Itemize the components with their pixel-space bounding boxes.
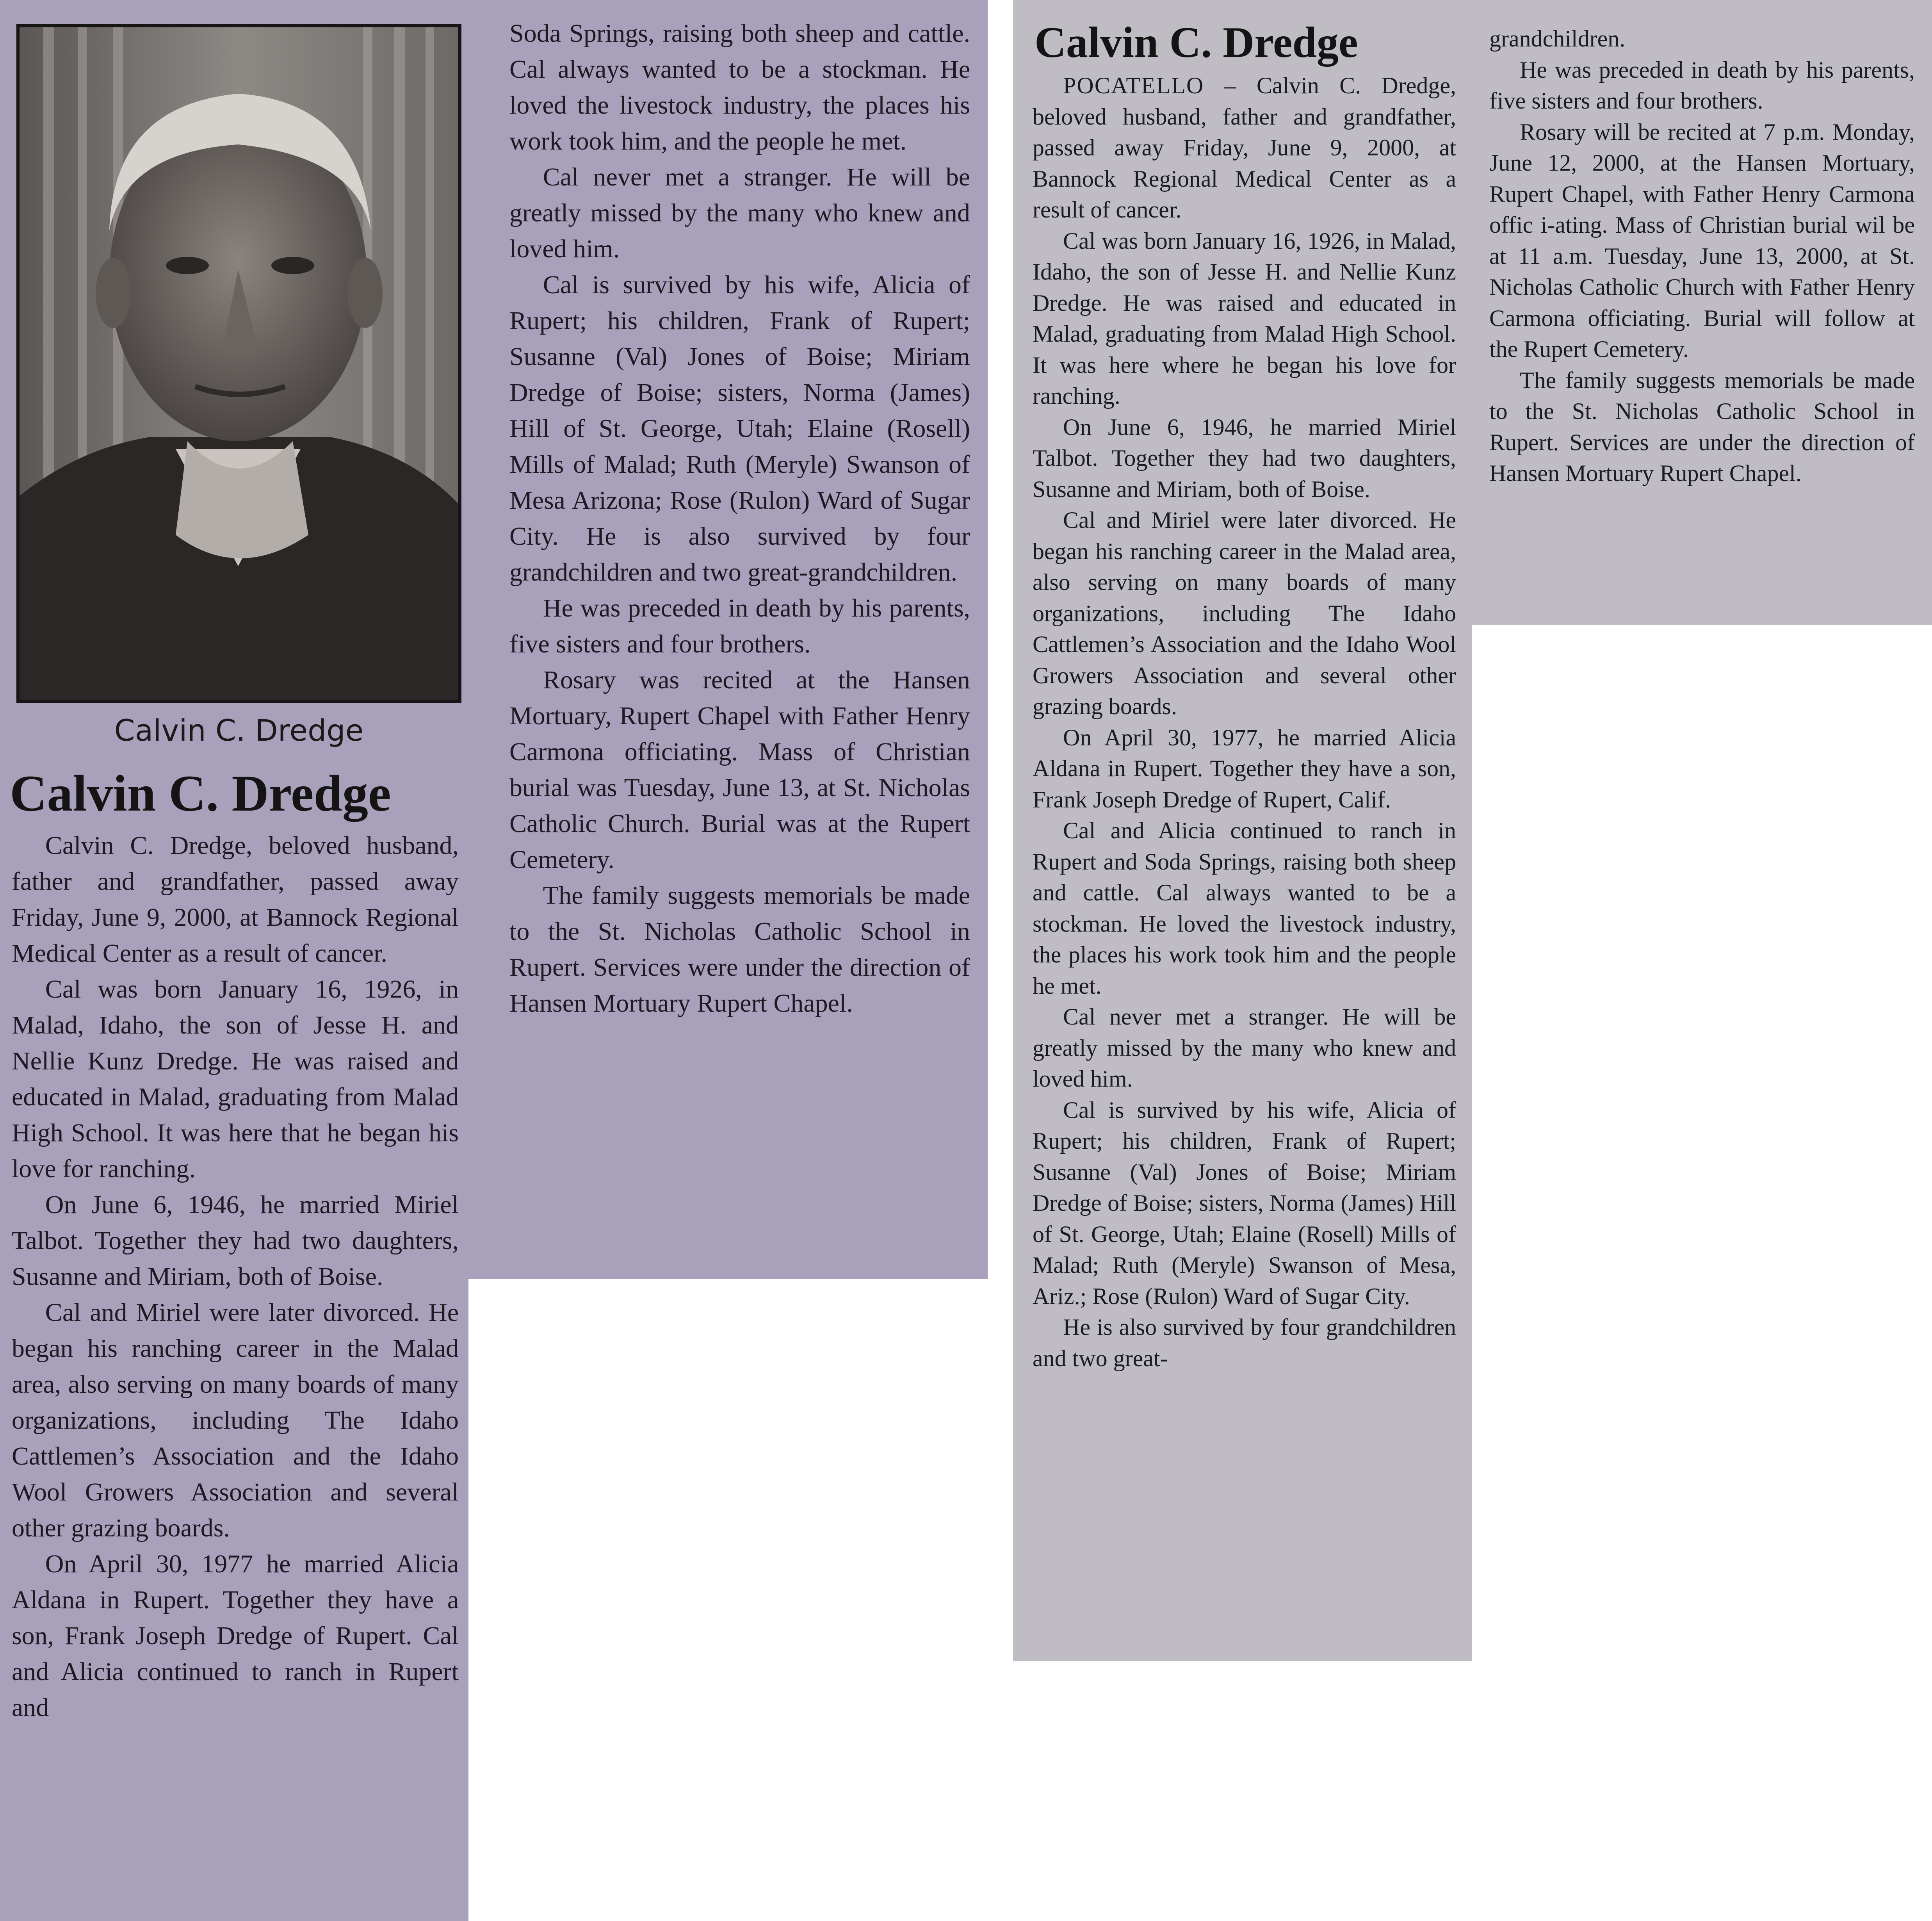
paragraph: He is also survived by four grandchildren and two great- xyxy=(1033,1314,1456,1371)
clipping-1-column-1 xyxy=(12,828,459,1726)
dateline: POCATELLO xyxy=(1063,73,1204,98)
paragraph: Cal and Miriel were later divorced. He began his ranching career in the Malad area, also serving on many boards of many organizations, including The Idaho Cattlemen’s Association and the Idaho Wool Growers Association and several other grazing boards. xyxy=(1033,507,1456,719)
paragraph: Calvin C. Dredge, beloved husband, father and grandfather, passed away Friday, June 9, 2000, at Bannock Regional Medical Center as a result of cancer. xyxy=(12,831,459,968)
paragraph: Cal is survived by his wife, Alicia of Rupert; his children, Frank of Rupert; Susanne (Val) Jones of Boise; Miriam Dredge of Boise; sisters, Norma (James) Hill of St. George, Utah; Elaine (Rosell) Mills of Malad; Ruth (Meryle) Swanson of Mesa, Ariz.; Rose (Rulon) Ward of Sugar City. xyxy=(1033,1097,1456,1309)
photo-caption: Calvin C. Dredge xyxy=(114,713,364,748)
clipping-1-headline: Calvin C. Dredge xyxy=(10,764,391,822)
paragraph: Rosary will be recited at 7 p.m. Monday, June 12, 2000, at the Hansen Mortuary, Rupert Chapel, with Father Henry Carmona offic i-ating. Mass of Christian burial wil be at 11 a.m. Tuesday, June 13, 2000, at St. Nicholas Catholic Church with Father Henry Carmona officiating. Burial will follow at the Rupert Cemetery. xyxy=(1489,119,1915,362)
clipping-2-headline: Calvin C. Dredge xyxy=(1035,18,1358,67)
paragraph: Cal never met a stranger. He will be greatly missed by the many who knew and loved him. xyxy=(509,163,970,263)
clipping-1-column-2 xyxy=(509,16,970,1021)
clipping-2-column-2 xyxy=(1489,23,1915,489)
paragraph: Cal never met a stranger. He will be greatly missed by the many who knew and loved him. xyxy=(1033,1004,1456,1092)
portrait-photo xyxy=(16,24,461,703)
paragraph: Cal was born January 16, 1926, in Malad, Idaho, the son of Jesse H. and Nellie Kunz Dredge. He was raised and educated in Malad, graduating from Malad High School. It was here that he began his love for ranching. xyxy=(12,975,459,1183)
paragraph: Cal and Alicia continued to ranch in Rupert and Soda Springs, raising both sheep and cattle. Cal always wanted to be a stockman. He loved the livestock industry, the places his work took him and the people he met. xyxy=(1033,818,1456,999)
paragraph: On June 6, 1946, he married Miriel Talbot. Together they had two daughters, Susanne and Miriam, both of Boise. xyxy=(1033,414,1456,502)
paragraph: Cal was born January 16, 1926, in Malad, Idaho, the son of Jesse H. and Nellie Kunz Dredge. He was raised and educated in Malad, graduating from Malad High School. It was here where he began his love for ranching. xyxy=(1033,228,1456,409)
lead-paragraph xyxy=(1033,70,1456,226)
portrait-illustration xyxy=(20,27,458,700)
paragraph-continuation: grandchildren. xyxy=(1489,26,1626,52)
paragraph: Cal is survived by his wife, Alicia of Rupert; his children, Frank of Rupert; Susanne (Val) Jones of Boise; Miriam Dredge of Boise; sisters, Norma (James) Hill of St. George, Utah; Elaine (Rosell) Mills of Malad; Ruth (Meryle) Swanson of Mesa Arizona; Rose (Rulon) Ward of Sugar City. He is also survived by four grandchildren and two great-grandchildren. xyxy=(509,271,970,586)
paragraph: The family suggests memorials be made to the St. Nicholas Catholic School in Rupert. Services were under the direction of Hansen Mortuary Rupert Chapel. xyxy=(509,881,970,1018)
paragraph-continuation: Soda Springs, raising both sheep and cattle. Cal always wanted to be a stockman. He loved the livestock industry, the places his work took him, and the people he met. xyxy=(509,19,970,155)
paragraph: On June 6, 1946, he married Miriel Talbot. Together they had two daughters, Susanne and Miriam, both of Boise. xyxy=(12,1190,459,1291)
paragraph: He was preceded in death by his parents, five sisters and four brothers. xyxy=(1489,57,1915,114)
paragraph: On April 30, 1977, he married Alicia Aldana in Rupert. Together they have a son, Frank Joseph Dredge of Rupert, Calif. xyxy=(1033,724,1456,813)
paragraph: He was preceded in death by his parents, five sisters and four brothers. xyxy=(509,594,970,658)
paragraph: On April 30, 1977 he married Alicia Aldana in Rupert. Together they have a son, Frank Joseph Dredge of Rupert. Cal and Alicia continued to ranch in Rupert and xyxy=(12,1550,459,1722)
paragraph: The family suggests memorials be made to the St. Nicholas Catholic School in Rupert. Services are under the direction of Hansen Mortuary Rupert Chapel. xyxy=(1489,367,1915,486)
paragraph: Rosary was recited at the Hansen Mortuary, Rupert Chapel with Father Henry Carmona officiating. Mass of Christian burial was Tuesday, June 13, at St. Nicholas Catholic Church. Burial was at the Rupert Cemetery. xyxy=(509,666,970,874)
clipping-2-column-1 xyxy=(1033,70,1456,1374)
lead-text: – Calvin C. Dredge, beloved husband, father and grandfather, passed away Friday, June 9, 2000, at Bannock Regional Medical Center as a result of cancer. xyxy=(1033,73,1456,223)
paragraph: Cal and Miriel were later divorced. He began his ranching career in the Malad area, also serving on many boards of many organizations, including The Idaho Cattlemen’s Association and the Idaho Wool Growers Association and several other grazing boards. xyxy=(12,1298,459,1542)
